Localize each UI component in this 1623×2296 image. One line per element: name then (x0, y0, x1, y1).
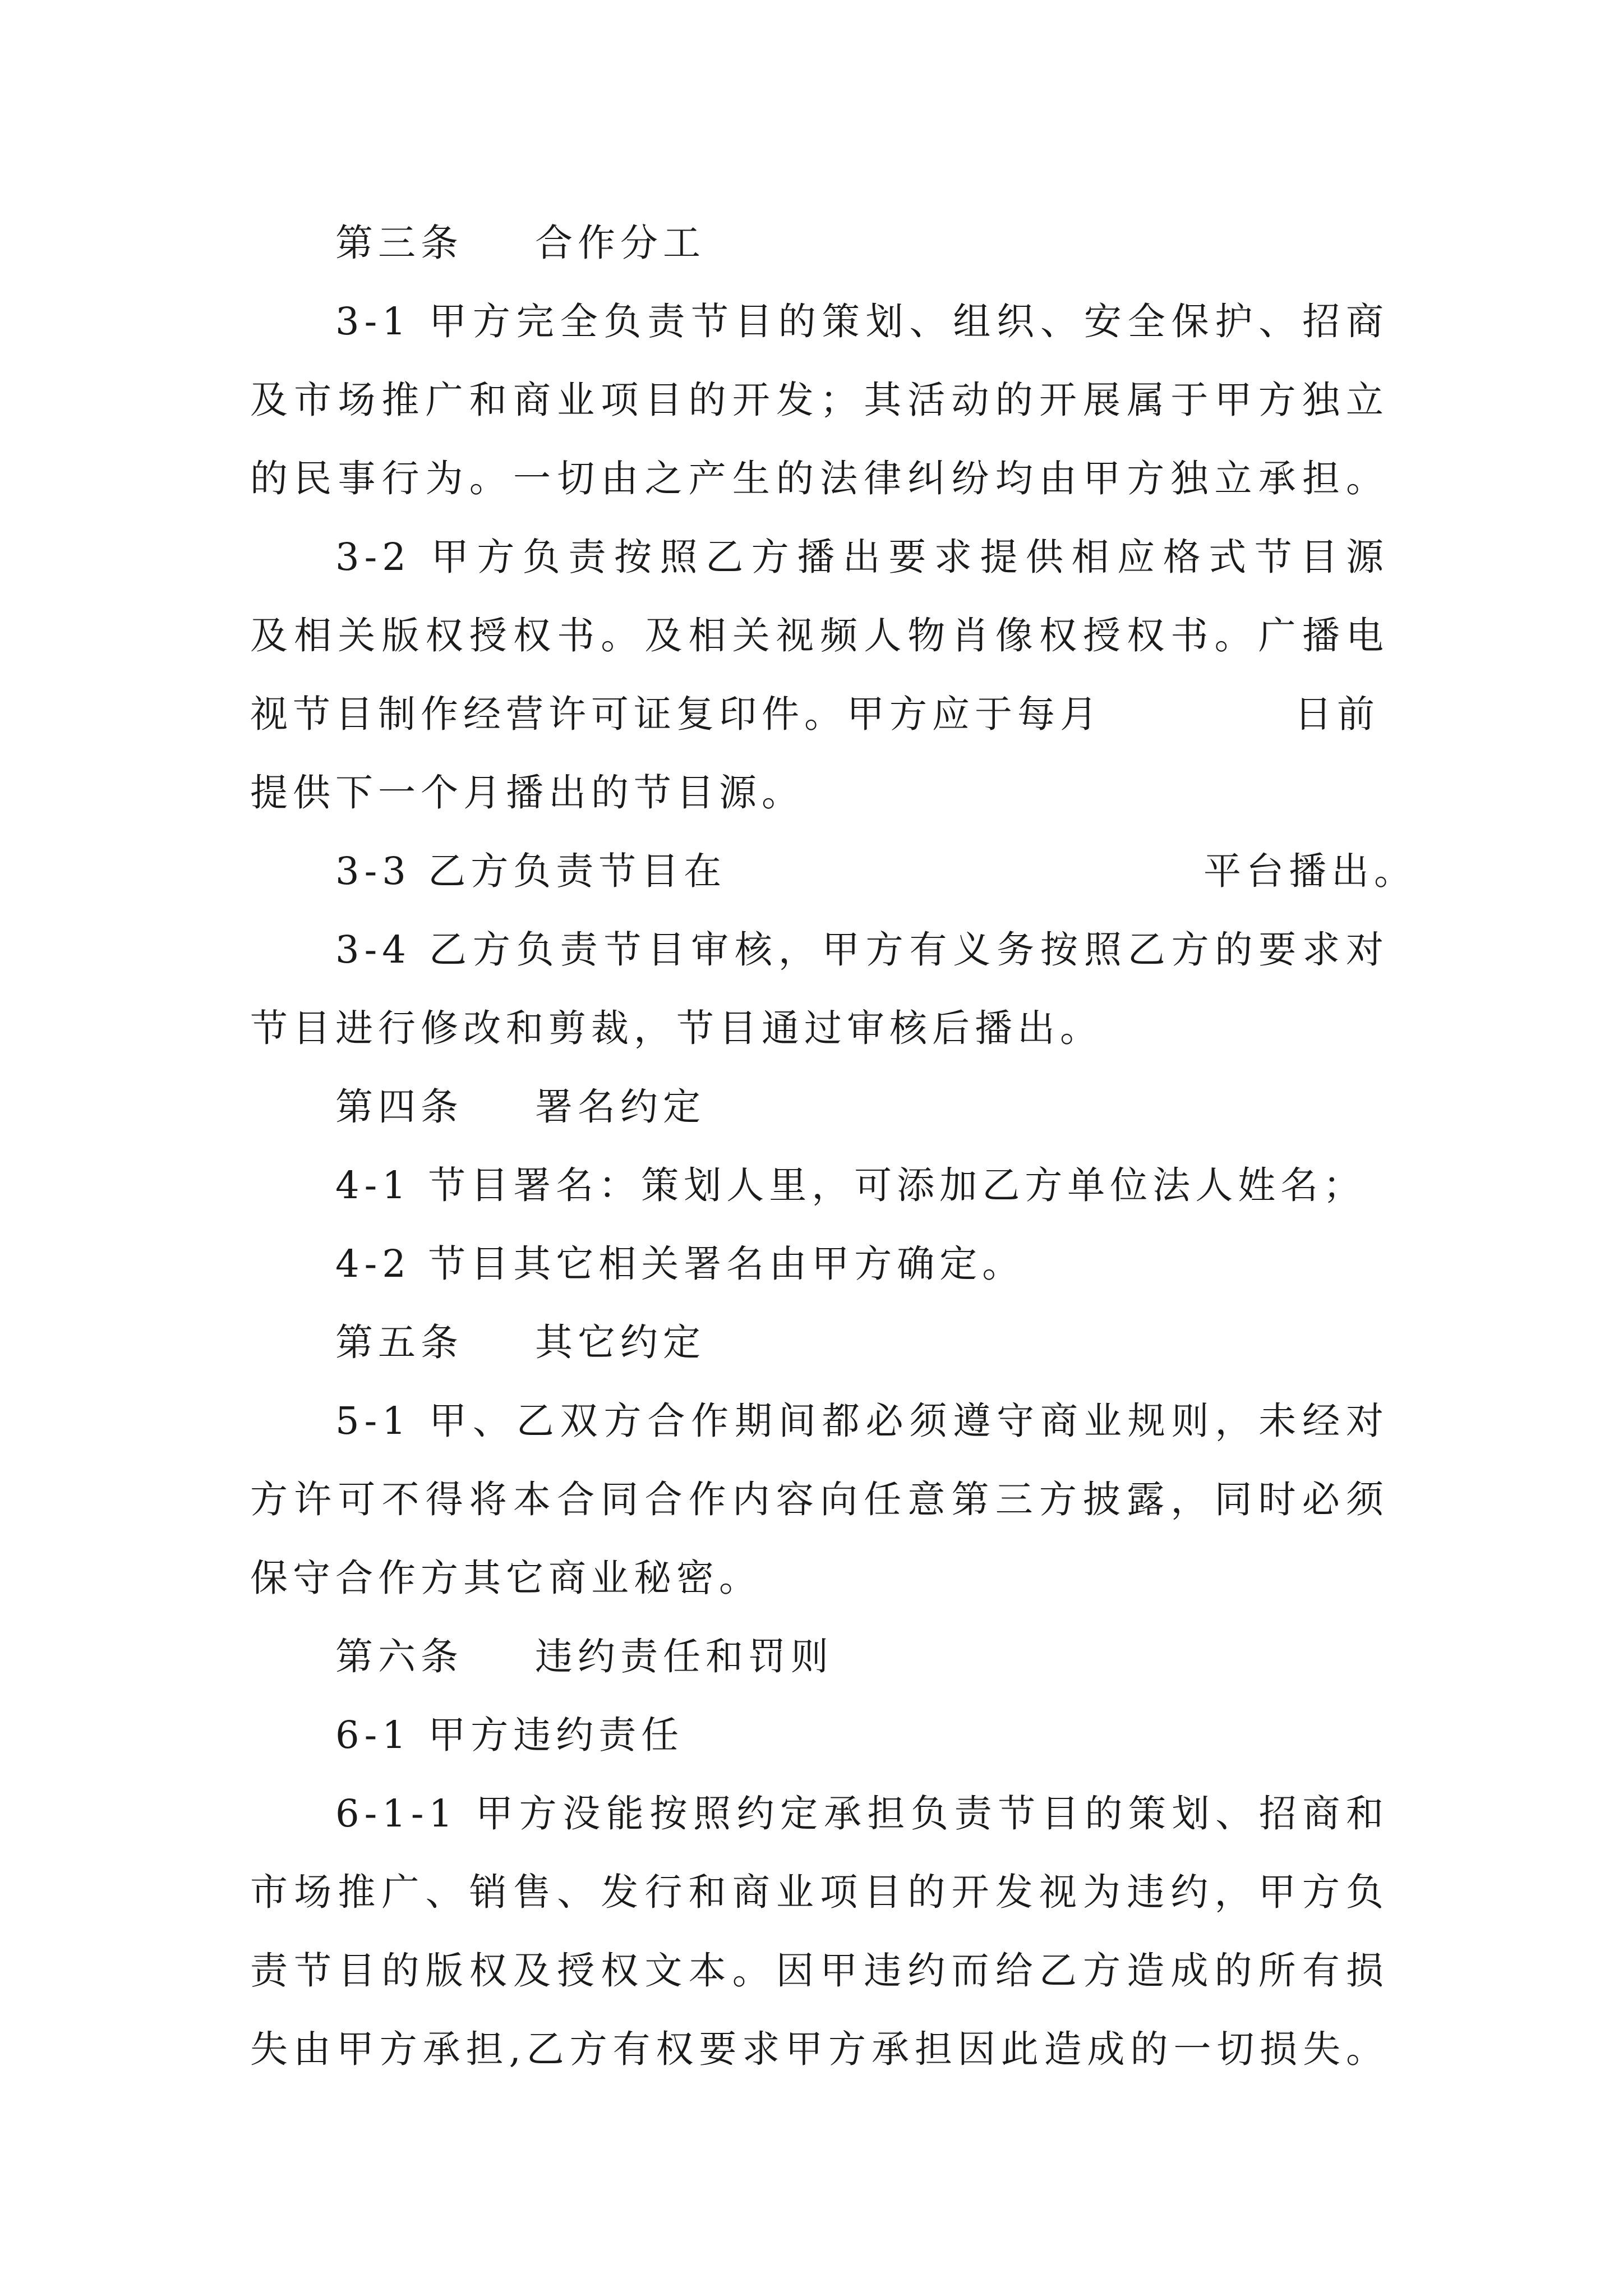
clause-3-3 (335, 832, 1474, 910)
article-3-number: 第三条 (335, 221, 463, 265)
article-6-number: 第六条 (335, 1635, 463, 1678)
clause-6-1: 6-1 甲方违约责任 (335, 1713, 684, 1757)
clause-3-2-line-4: 提供下一个月播出的节目源。 (250, 771, 804, 815)
clause-4-1: 4-1 节目署名：策划人里，可添加乙方单位法人姓名； (335, 1163, 1366, 1207)
article-4-heading (335, 1068, 1474, 1146)
clause-3-4-line-1: 3-4 乙方负责节目审核，甲方有义务按照乙方的要求对 (335, 928, 1389, 972)
article-4-number: 第四条 (335, 1085, 463, 1129)
clause-3-3-start: 3-3 乙方负责节目在 (335, 849, 727, 893)
article-3-heading (335, 204, 1474, 282)
clause-3-1-line-2: 及市场推广和商业项目的开发；其活动的开展属于甲方独立 (250, 378, 1389, 422)
clause-5-1-line-1: 5-1 甲、乙双方合作期间都必须遵守商业规则，未经对 (335, 1399, 1389, 1443)
clause-6-1-1-line-3: 责节目的版权及授权文本。因甲违约而给乙方造成的所有损 (250, 1949, 1389, 1993)
clause-3-2-line-1: 3-2 甲方负责按照乙方播出要求提供相应格式节目源 (335, 535, 1389, 579)
clause-5-1-line-2: 方许可不得将本合同合作内容向任意第三方披露，同时必须 (250, 1478, 1389, 1521)
article-6-title: 违约责任和罚则 (535, 1635, 833, 1678)
clause-3-1-line-3: 的民事行为。一切由之产生的法律纠纷均由甲方独立承担。 (250, 457, 1389, 500)
article-5-heading (335, 1303, 1474, 1382)
clause-4-2: 4-2 节目其它相关署名由甲方确定。 (335, 1242, 1025, 1286)
article-3-title: 合作分工 (535, 221, 706, 265)
article-6-heading (335, 1617, 1474, 1696)
clause-3-4-line-2: 节目进行修改和剪裁，节目通过审核后播出。 (250, 1006, 1103, 1050)
clause-5-1-line-3: 保守合作方其它商业秘密。 (250, 1556, 762, 1600)
clause-6-1-1-line-4: 失由甲方承担,乙方有权要求甲方承担因此造成的一切损失。 (250, 2027, 1389, 2071)
clause-3-3-end: 平台播出。 (1204, 849, 1417, 893)
clause-3-1-line-1: 3-1 甲方完全负责节目的策划、组织、安全保护、招商 (335, 300, 1389, 343)
clause-3-2-line-3 (250, 675, 1389, 753)
clause-3-2-line-3-start: 视节目制作经营许可证复印件。甲方应于每月 (250, 692, 1103, 736)
clause-3-2-line-2: 及相关版权授权书。及相关视频人物肖像权授权书。广播电 (250, 614, 1389, 657)
clause-3-2-line-3-end: 日前 (1294, 692, 1380, 736)
article-5-title: 其它约定 (535, 1320, 706, 1364)
article-4-title: 署名约定 (535, 1085, 706, 1129)
clause-6-1-1-line-1: 6-1-1 甲方没能按照约定承担负责节目的策划、招商和 (335, 1792, 1389, 1835)
article-5-number: 第五条 (335, 1320, 463, 1364)
clause-6-1-1-line-2: 市场推广、销售、发行和商业项目的开发视为违约，甲方负 (250, 1870, 1389, 1914)
